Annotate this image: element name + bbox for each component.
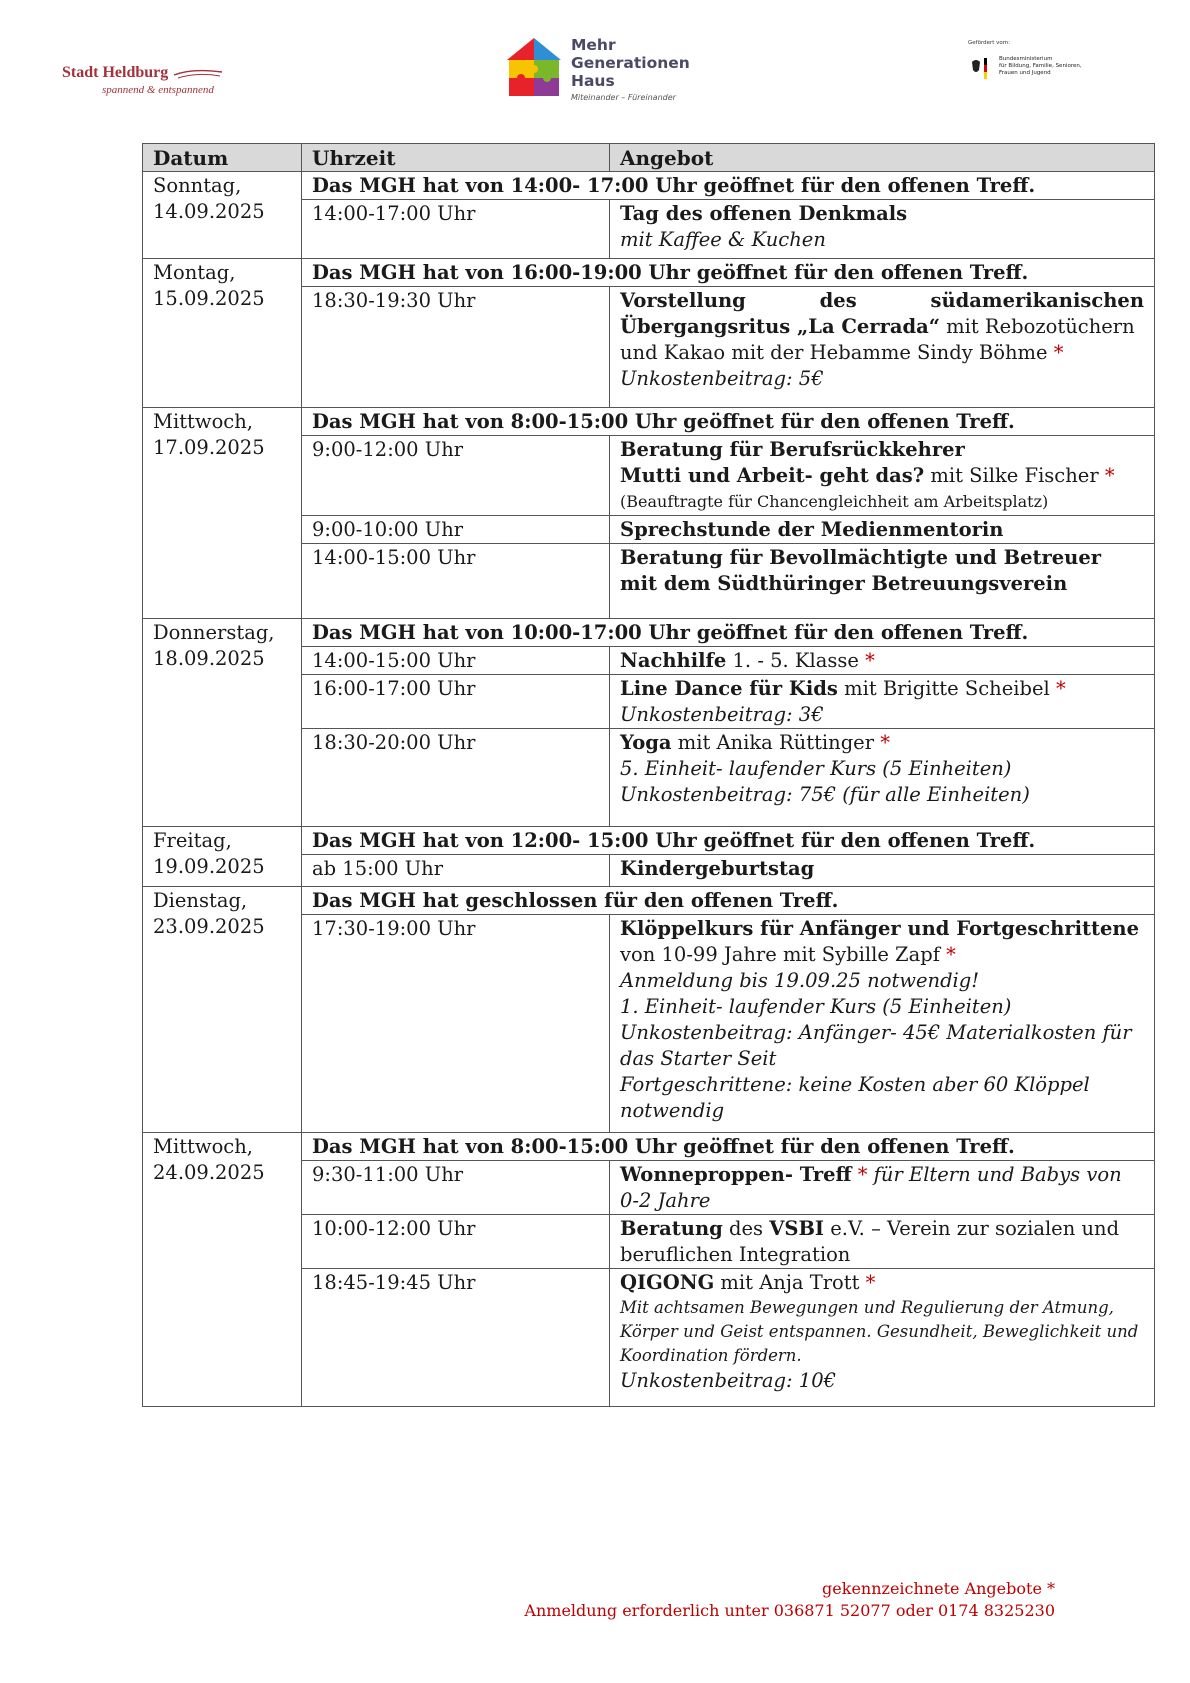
footer-note [524,1578,1055,1622]
event-time: 14:00-17:00 Uhr [302,200,610,259]
day-row [143,172,1155,200]
required-star: * [865,649,875,672]
required-star: * [1104,464,1115,487]
bmfsfj-logo [968,40,1096,82]
event-title: Kindergeburtstag [620,857,815,880]
opening-notice: Das MGH hat von 8:00-15:00 Uhr geöffnet für den offenen Treff. [302,408,1155,436]
opening-notice: Das MGH hat von 16:00-19:00 Uhr geöffnet für den offenen Treff. [302,259,1155,287]
opening-notice: Das MGH hat von 14:00- 17:00 Uhr geöffnet für den offenen Treff. [302,172,1155,200]
event-offer [610,647,1155,675]
event-text: mit Silke Fischer [924,464,1105,487]
event-title: Sprechstunde der Medienmentorin [620,518,1004,541]
event-cost: Unkostenbeitrag: 75€ (für alle Einheiten) [620,783,1030,806]
event-offer [610,1215,1155,1269]
mgh-line2: Generationen [571,54,690,72]
weekday: Mittwoch, [153,410,253,433]
event-offer [610,675,1155,729]
date: 19.09.2025 [153,855,265,878]
event-text: 1. - 5. Klasse [726,649,866,672]
event-time: ab 15:00 Uhr [302,855,610,887]
date-cell [143,408,302,619]
event-time: 10:00-12:00 Uhr [302,1215,610,1269]
event-time: 9:00-12:00 Uhr [302,436,610,516]
date: 24.09.2025 [153,1161,265,1184]
col-header-time: Uhrzeit [302,144,610,172]
event-title-2: Übergangsritus „La Cerrada“ [620,315,940,338]
event-text: von 10-99 Jahre mit Sybille Zapf [620,943,947,966]
stadt-name: Stadt Heldburg [62,64,169,81]
event-text-2: und Kakao mit der Hebamme Sindy Böhme [620,341,1054,364]
required-star: * [880,731,890,754]
event-title: Beratung für Berufsrückkehrer [620,438,965,461]
opening-notice: Das MGH hat von 10:00-17:00 Uhr geöffnet für den offenen Treff. [302,619,1155,647]
event-offer [610,436,1155,516]
event-time: 18:30-19:30 Uhr [302,287,610,408]
event-text: mit Brigitte Scheibel [837,677,1056,700]
event-title: Klöppelkurs für Anfänger und Fortgeschrittene [620,917,1140,940]
eagle-flag-icon [968,56,994,82]
swoosh-icon [172,66,224,80]
event-offer [610,915,1155,1133]
date-cell [143,259,302,408]
date-cell [143,827,302,887]
opening-notice: Das MGH hat von 12:00- 15:00 Uhr geöffnet für den offenen Treff. [302,827,1155,855]
event-cost: Unkostenbeitrag: 3€ [620,703,824,726]
event-cost: Unkostenbeitrag: 5€ [620,367,824,390]
event-title: Yoga [620,731,672,754]
opening-notice: Das MGH hat geschlossen für den offenen Treff. [302,887,1155,915]
event-text-2: e.V. – Verein zur sozialen und beruflichen Integration [620,1217,1120,1266]
event-offer [610,855,1155,887]
gefoerdert-label: Gefördert vom: [968,40,1010,46]
required-star: * [1055,677,1066,700]
opening-notice: Das MGH hat von 8:00-15:00 Uhr geöffnet für den offenen Treff. [302,1133,1155,1161]
weekday: Sonntag, [153,174,242,197]
event-time: 14:00-15:00 Uhr [302,544,610,619]
col-header-offer: Angebot [610,144,1155,172]
event-offer [610,287,1155,408]
date: 23.09.2025 [153,915,265,938]
col-header-date: Datum [143,144,302,172]
mgh-line3: Haus [571,72,615,90]
event-offer [610,1161,1155,1215]
date-cell [143,619,302,827]
event-time: 16:00-17:00 Uhr [302,675,610,729]
event-cost: Unkostenbeitrag: Anfänger- 45€ Materialkosten für das Starter Seit [620,1021,1132,1070]
required-star: * [946,943,956,966]
event-text: mit Rebozotüchern [939,315,1135,338]
weekday: Donnerstag, [153,621,275,644]
event-time: 9:30-11:00 Uhr [302,1161,610,1215]
mgh-tagline: Miteinander – Füreinander [571,93,676,102]
date-cell [143,1133,302,1407]
event-sub: 1. Einheit- laufender Kurs (5 Einheiten) [620,995,1012,1018]
event-sub: mit Kaffee & Kuchen [620,228,826,251]
event-time: 18:30-20:00 Uhr [302,729,610,827]
event-sub: 5. Einheit- laufender Kurs (5 Einheiten) [620,757,1012,780]
day-row [143,827,1155,855]
weekday: Montag, [153,261,236,284]
event-title: Tag des offenen Denkmals [620,202,908,225]
date: 15.09.2025 [153,287,265,310]
event-title-2: VSBI [769,1217,825,1240]
date: 14.09.2025 [153,200,265,223]
weekday: Dienstag, [153,889,248,912]
day-row [143,1133,1155,1161]
bm-line2: für Bildung, Familie, Senioren, [999,63,1082,69]
event-time: 14:00-15:00 Uhr [302,647,610,675]
event-note: Fortgeschrittene: keine Kosten aber 60 Klöppel notwendig [620,1073,1090,1122]
event-note: (Beauftragte für Chancengleichheit am Arbeitsplatz) [620,492,1049,511]
bm-line1: Bundesministerium [999,56,1053,62]
footer-line1: gekennzeichnete Angebote * [822,1579,1055,1598]
required-star: * [1053,341,1064,364]
house-puzzle-icon [505,36,563,98]
event-time: 18:45-19:45 Uhr [302,1269,610,1407]
event-title: Nachhilfe [620,649,727,672]
stadt-heldburg-logo [62,64,224,96]
event-text: des [722,1217,770,1240]
event-title: Beratung [620,1217,723,1240]
date-cell [143,172,302,259]
event-description: Mit achtsamen Bewegungen und Regulierung der Atmung, Körper und Geist entspannen. Gesundheit, Beweglichkeit und Koordination fördern. [620,1298,1139,1365]
day-row [143,887,1155,915]
event-time: 9:00-10:00 Uhr [302,516,610,544]
day-row [143,619,1155,647]
event-offer [610,729,1155,827]
event-offer [610,200,1155,259]
event-text: mit Anika Rüttinger [671,731,881,754]
required-star: * [865,1271,876,1294]
event-title: Beratung für Bevollmächtigte und Betreuer mit dem Südthüringer Betreuungsverein [620,546,1102,595]
event-title-2: Mutti und Arbeit- geht das? [620,464,925,487]
footer-line2: Anmeldung erforderlich unter 036871 52077 oder 0174 8325230 [524,1601,1055,1620]
date-cell [143,887,302,1133]
event-text: für Eltern und Babys von 0-2 Jahre [620,1163,1122,1212]
event-offer [610,1269,1155,1407]
event-title: Line Dance für Kids [620,677,838,700]
event-title: QIGONG [620,1271,715,1294]
stadt-tagline: spannend & entspannend [102,84,214,96]
day-row [143,259,1155,287]
date: 17.09.2025 [153,436,265,459]
weekday: Mittwoch, [153,1135,253,1158]
event-time: 17:30-19:00 Uhr [302,915,610,1133]
event-offer [610,544,1155,619]
event-cost: Unkostenbeitrag: 10€ [620,1369,837,1392]
event-offer [610,516,1155,544]
table-header-row [143,144,1155,172]
event-registration: Anmeldung bis 19.09.25 notwendig! [620,969,980,992]
weekday: Freitag, [153,829,232,852]
day-row [143,408,1155,436]
required-star: * [857,1163,868,1186]
event-text: mit Anja Trott [714,1271,866,1294]
event-title: Vorstellung des südamerikanischen [620,289,1144,312]
bm-line3: Frauen und Jugend [999,70,1051,76]
event-title: Wonneproppen- Treff [620,1163,852,1186]
date: 18.09.2025 [153,647,265,670]
schedule-table [142,143,1155,1407]
mgh-line1: Mehr [571,36,616,54]
mgh-logo [505,36,690,102]
